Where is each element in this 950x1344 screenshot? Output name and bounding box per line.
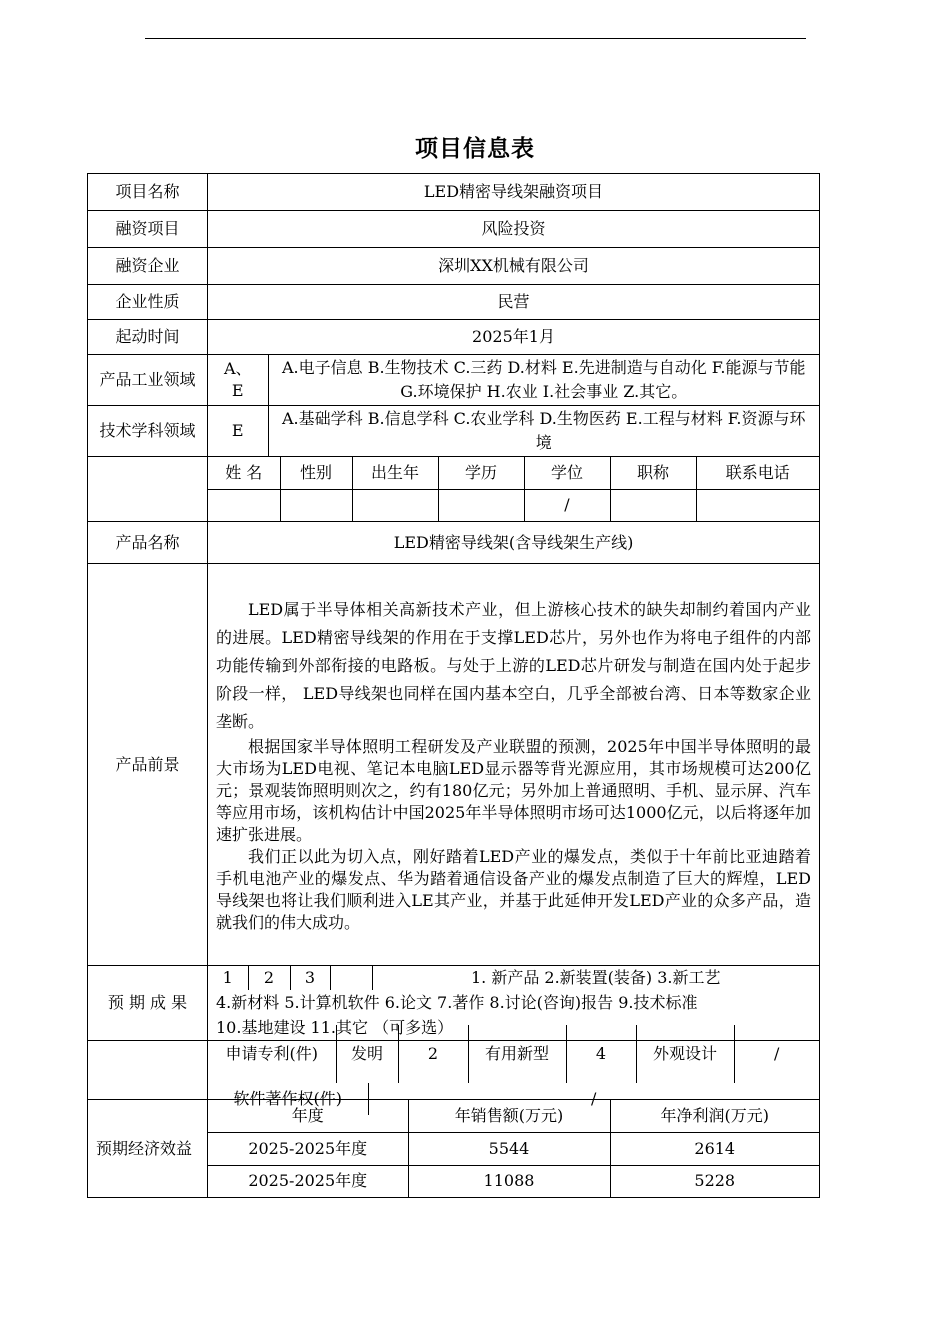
financing-item-value: 风险投资 bbox=[208, 211, 820, 248]
document-title: 项目信息表 bbox=[415, 136, 535, 162]
project-info-table bbox=[87, 173, 820, 1198]
person-header-name: 姓 名 bbox=[208, 457, 280, 489]
discipline-field-code: E bbox=[208, 406, 268, 456]
person-cell-title bbox=[610, 489, 696, 521]
person-cell-education bbox=[438, 489, 524, 521]
patent-label: 申请专利(件) bbox=[208, 1025, 336, 1083]
person-header-phone: 联系电话 bbox=[696, 457, 819, 489]
product-name-value: LED精密导线架(含导线架生产线) bbox=[208, 522, 820, 564]
expected-results-label: 预 期 成 果 bbox=[88, 966, 208, 1041]
product-name-label: 产品名称 bbox=[88, 522, 208, 564]
industry-field-label: 产品工业领域 bbox=[88, 355, 208, 406]
result-options-line3: 10.基地建设 11.其它 （可多选） bbox=[216, 1018, 454, 1037]
project-name-value: LED精密导线架融资项目 bbox=[208, 174, 820, 211]
result-code-2: 2 bbox=[248, 966, 290, 990]
start-time-value: 2025年1月 bbox=[208, 320, 820, 355]
design-value: / bbox=[734, 1025, 819, 1083]
invention-label: 发明 bbox=[336, 1025, 398, 1083]
person-cell-name bbox=[208, 489, 280, 521]
company-nature-value: 民营 bbox=[208, 285, 820, 320]
start-time-label: 起动时间 bbox=[88, 320, 208, 355]
economic-row2-sales: 11088 bbox=[408, 1165, 610, 1197]
result-code-3: 3 bbox=[290, 966, 330, 990]
result-code-1: 1 bbox=[208, 966, 248, 990]
result-code-4 bbox=[330, 966, 372, 990]
software-label: 软件著作权(件) bbox=[208, 1083, 368, 1115]
person-header-gender: 性别 bbox=[280, 457, 352, 489]
person-header-title: 职称 bbox=[610, 457, 696, 489]
financing-company-label: 融资企业 bbox=[88, 248, 208, 285]
economic-header-profit: 年净利润(万元) bbox=[610, 1100, 819, 1132]
utility-value: 4 bbox=[566, 1025, 636, 1083]
industry-field-code: A、E bbox=[208, 355, 268, 405]
person-cell-gender bbox=[280, 489, 352, 521]
product-prospect-text bbox=[208, 564, 820, 966]
prospect-paragraph-2: 根据国家半导体照明工程研发及产业联盟的预测，2025年中国半导体照明的最大市场为LED电视、笔记本电脑LED显示器等背光源应用，其市场规模可达200亿元；景观装饰照明则次之，约有180亿元；另外加上普通照明、手机、显示屏、汽车等应用市场，该机构估计中国2025年半导体照明市场可达1000亿元，以后将逐年加速扩张进展。 bbox=[216, 736, 811, 844]
financing-item-label: 融资项目 bbox=[88, 211, 208, 248]
result-options-line1: 1. 新产品 2.新装置(装备) 3.新工艺 bbox=[372, 966, 819, 990]
economic-row2-year: 2025-2025年度 bbox=[208, 1165, 408, 1197]
result-options-line2: 4.新材料 5.计算机软件 6.论文 7.著作 8.讨论(咨询)报告 9.技术标准 bbox=[216, 993, 698, 1012]
person-cell-birth-year bbox=[352, 489, 438, 521]
economic-row2-profit: 5228 bbox=[610, 1165, 819, 1197]
person-cell-phone bbox=[696, 489, 819, 521]
discipline-field-label: 技术学科领域 bbox=[88, 406, 208, 457]
prospect-paragraph-1: LED属于半导体相关高新技术产业，但上游核心技术的缺失却制约着国内产业的进展。LED精密导线架的作用在于支撑LED芯片，另外也作为将电子组件的内部功能传输到外部衔接的电路板。与处于上游的LED芯片研发与制造在国内处于起步阶段一样， LED导线架也同样在国内基本空白，几乎全部被台湾、日本等数家企业垄断。 bbox=[216, 599, 811, 731]
person-header-education: 学历 bbox=[438, 457, 524, 489]
discipline-field-options: A.基础学科 B.信息学科 C.农业学科 D.生物医药 E.工程与材料 F.资源与环境 bbox=[268, 406, 819, 456]
industry-field-options: A.电子信息 B.生物技术 C.三药 D.材料 E.先进制造与自动化 F.能源与节能 G.环境保护 H.农业 I.社会事业 Z.其它。 bbox=[268, 355, 819, 405]
economic-row1-profit: 2614 bbox=[610, 1132, 819, 1165]
design-label: 外观设计 bbox=[636, 1025, 734, 1083]
economic-row1-sales: 5544 bbox=[408, 1132, 610, 1165]
person-header-degree: 学位 bbox=[524, 457, 610, 489]
person-empty-label bbox=[88, 457, 208, 522]
header-rule bbox=[145, 38, 806, 39]
person-header-birth-year: 出生年 bbox=[352, 457, 438, 489]
prospect-paragraph-3: 我们正以此为切入点，刚好踏着LED产业的爆发点，类似于十年前比亚迪踏着手机电池产业的爆发点、华为踏着通信设备产业的爆发点制造了巨大的辉煌，LED导线架也将让我们顺利进入LE其产业，并基于此延伸开发LED产业的众多产品，造就我们的伟大成功。 bbox=[216, 846, 811, 932]
person-cell-degree: / bbox=[524, 489, 610, 521]
economic-header-year: 年度 bbox=[208, 1100, 408, 1132]
economic-header-sales: 年销售额(万元) bbox=[408, 1100, 610, 1132]
utility-label: 有用新型 bbox=[468, 1025, 566, 1083]
invention-value: 2 bbox=[398, 1025, 468, 1083]
financing-company-value: 深圳XX机械有限公司 bbox=[208, 248, 820, 285]
economic-row1-year: 2025-2025年度 bbox=[208, 1132, 408, 1165]
software-value: / bbox=[368, 1083, 819, 1115]
patents-empty-label bbox=[88, 1041, 208, 1100]
product-prospect-label: 产品前景 bbox=[88, 564, 208, 966]
project-name-label: 项目名称 bbox=[88, 174, 208, 211]
company-nature-label: 企业性质 bbox=[88, 285, 208, 320]
economic-label: 预期经济效益 bbox=[88, 1100, 208, 1198]
